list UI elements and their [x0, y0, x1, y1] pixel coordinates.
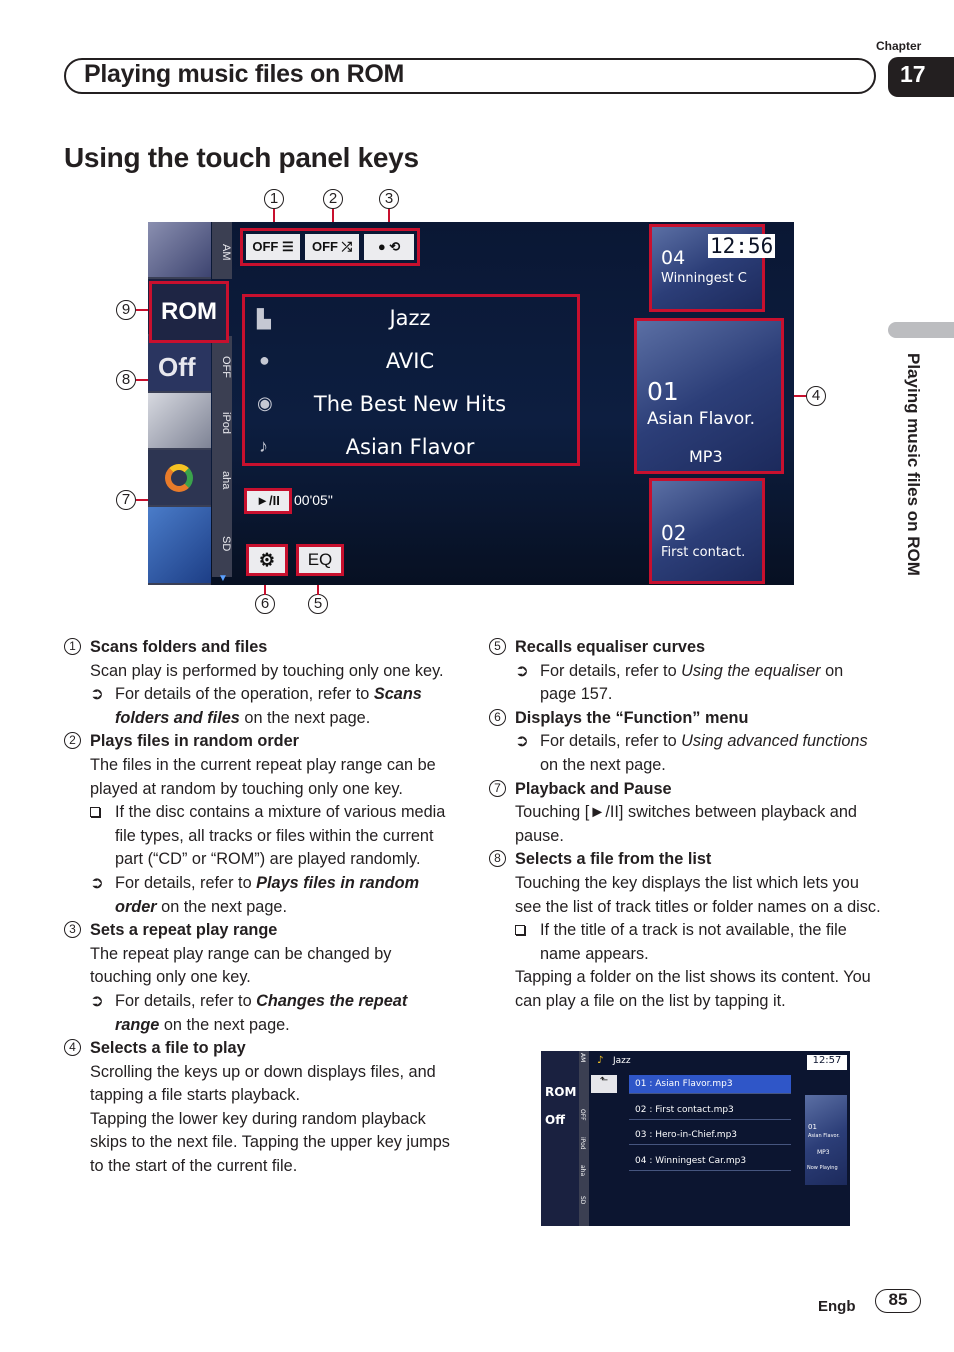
folder-icon: ▙ — [257, 309, 271, 329]
note-text: If the title of a track is not available, the file name appears. — [540, 921, 847, 963]
source-tab-off[interactable]: OFF — [212, 336, 232, 393]
footer-language: Engb — [818, 1298, 856, 1315]
ref-text: For details, refer to — [115, 873, 257, 892]
item-heading: Displays the “Function” menu — [515, 708, 749, 727]
chapter-label: Chapter — [876, 39, 922, 53]
mini-folder-up-icon: ⬑ — [591, 1075, 617, 1093]
item-body: Scan play is performed by touching only one key. — [90, 661, 444, 680]
mini-source-off: OFF — [579, 1109, 586, 1121]
ref-text: For details, refer to — [540, 732, 682, 751]
source-tab-ipod[interactable]: iPod — [212, 393, 232, 450]
am-radio-icon[interactable] — [148, 222, 211, 279]
ref-text: For details of the operation, refer to — [115, 685, 374, 704]
disc-icon: ◉ — [257, 393, 273, 413]
list-item-folder[interactable]: Jazz — [389, 306, 431, 330]
touch-panel-screen — [148, 222, 794, 585]
mini-list-row: 01 : Asian Flavor.mp3 — [629, 1075, 791, 1094]
mini-clock: 12:57 — [807, 1055, 847, 1070]
mini-tile-format: MP3 — [817, 1149, 830, 1156]
item-number: 5 — [489, 638, 506, 655]
item-heading: Scans folders and files — [90, 638, 268, 656]
elapsed-time: 00'05" — [294, 492, 333, 508]
mini-list-row: 02 : First contact.mp3 — [629, 1101, 791, 1120]
item-heading: Selects a file from the list — [515, 850, 712, 869]
note-text: If the disc contains a mixture of various media file types, all tracks or files within the current part (“CD” or “ROM”) are played randomly. — [115, 803, 446, 869]
artist-icon: ● — [259, 350, 270, 370]
item-body: Touching the key displays the list which lets you see the list of track titles or folder names on a disc. — [515, 873, 881, 916]
item-number: 4 — [64, 1039, 81, 1056]
tile-title: Winningest C — [661, 271, 747, 286]
item-number: 6 — [489, 709, 506, 726]
mini-tile-number: 01 — [808, 1123, 817, 1131]
ref-link[interactable]: Scans folders and files — [115, 685, 422, 727]
item-body: Tapping the lower key during random playback skips to the next file. Tapping the upper key jumps to the start of the current file. — [90, 1109, 450, 1176]
item-body: The repeat play range can be changed by touching only one key. — [90, 944, 392, 987]
list-item-album[interactable]: The Best New Hits — [313, 392, 507, 416]
next-file-tile[interactable] — [649, 478, 765, 584]
source-column — [148, 222, 211, 585]
right-column — [489, 636, 881, 1014]
callout-1: 1 — [264, 189, 284, 209]
item-heading: Sets a repeat play range — [90, 921, 278, 940]
random-key[interactable]: OFF ⤮ — [305, 234, 359, 260]
mini-tile-title: Asian Flavor. — [808, 1133, 840, 1139]
left-column — [64, 636, 452, 1179]
callout-7: 7 — [116, 490, 136, 510]
arrow-icon: ➲ — [515, 732, 529, 751]
chapter-number: 17 — [888, 57, 954, 97]
callout-9: 9 — [116, 300, 136, 320]
list-view-screenshot — [541, 1051, 850, 1226]
callout-5: 5 — [308, 594, 328, 614]
ref-link[interactable]: Using the equaliser — [681, 661, 821, 680]
callout-4: 4 — [806, 386, 826, 406]
ref-text: on the next page. — [239, 708, 371, 727]
item-body: The files in the current repeat play range can be played at random by touching only one key. — [90, 755, 436, 798]
ref-text: on the next page. — [540, 755, 666, 774]
sd-card-icon[interactable] — [148, 507, 211, 585]
mini-source-column — [541, 1051, 579, 1226]
side-tab — [888, 322, 954, 338]
mini-tile-status: Now Playing — [807, 1165, 838, 1171]
eq-key[interactable]: EQ — [296, 544, 344, 576]
side-title: Playing music files on ROM — [904, 353, 923, 576]
ref-text: on the next page. — [156, 897, 287, 916]
off-source-label: Off — [158, 352, 196, 382]
mini-now-playing-tile — [805, 1095, 847, 1185]
section-title: Using the touch panel keys — [64, 142, 419, 173]
item-body: Scrolling the keys up or down displays files, and tapping a file starts playback. — [90, 1062, 436, 1105]
aha-source-tile[interactable] — [148, 450, 211, 507]
music-note-icon: ♪ — [259, 436, 268, 456]
source-tab-am[interactable]: AM — [212, 222, 232, 279]
tile-title: Asian Flavor. — [647, 409, 756, 429]
list-item-track[interactable]: Asian Flavor — [345, 435, 475, 459]
note-checkbox-icon — [90, 801, 108, 825]
ref-link[interactable]: Plays files in random order — [115, 873, 420, 916]
arrow-icon: ➲ — [90, 873, 104, 892]
callout-3: 3 — [379, 189, 399, 209]
ref-text: For details, refer to — [115, 991, 257, 1010]
item-heading: Playback and Pause — [515, 779, 672, 798]
tile-format: MP3 — [689, 447, 723, 466]
mini-music-note-icon: ♪ — [597, 1055, 604, 1066]
scan-key[interactable]: OFF ☰ — [246, 234, 300, 260]
arrow-icon: ➲ — [90, 991, 104, 1010]
clock: 12:56 — [710, 234, 774, 258]
item-body: Touching [►/II] switches between playback and pause. — [515, 803, 857, 845]
list-item-artist[interactable]: AVIC — [385, 349, 435, 373]
repeat-key[interactable]: ● ⟲ — [364, 234, 414, 260]
rom-source-key[interactable]: ROM — [149, 281, 229, 343]
callout-8: 8 — [116, 370, 136, 390]
item-heading: Selects a file to play — [90, 1039, 246, 1058]
file-list-panel[interactable] — [242, 294, 580, 466]
ref-link[interactable]: Using advanced functions — [681, 732, 868, 751]
header-title: Playing music files on ROM — [84, 60, 405, 88]
item-body: Tapping a folder on the list shows its content. You can play a file on the list by tapping it. — [515, 968, 871, 1010]
tile-number: 04 — [661, 247, 686, 269]
mini-source-aha: aha — [579, 1165, 586, 1177]
item-number: 8 — [489, 850, 506, 867]
arrow-icon: ➲ — [515, 661, 529, 680]
tile-number: 02 — [661, 521, 687, 545]
note-checkbox-icon — [515, 919, 533, 943]
source-tab-sd[interactable]: SD — [212, 507, 232, 577]
ref-text: on page 157. — [540, 661, 844, 704]
mini-source-am: AM — [579, 1053, 586, 1063]
ref-text: For details, refer to — [540, 661, 682, 680]
play-pause-key[interactable]: ►/II — [244, 488, 292, 514]
mini-source-ipod: iPod — [579, 1137, 586, 1150]
mini-off-label: Off — [545, 1113, 565, 1127]
ipod-adapter-icon[interactable] — [148, 393, 211, 450]
leader-line — [794, 395, 806, 397]
item-number: 3 — [64, 921, 81, 938]
ref-text: on the next page. — [159, 1015, 290, 1034]
mini-rom-key: ROM — [545, 1085, 577, 1099]
mini-list-row: 04 : Winningest Car.mp3 — [629, 1152, 791, 1171]
tile-title: First contact. — [661, 545, 746, 560]
tile-number: 01 — [647, 377, 679, 406]
arrow-icon: ➲ — [90, 685, 104, 704]
item-number: 2 — [64, 732, 81, 749]
page-number: 85 — [875, 1289, 921, 1313]
callout-6: 6 — [255, 594, 275, 614]
scroll-down-icon[interactable]: ▼ — [218, 573, 228, 584]
source-tab-aha[interactable]: aha — [212, 450, 232, 507]
mini-list-row: 03 : Hero-in-Chief.mp3 — [629, 1126, 791, 1145]
mini-folder-name: Jazz — [613, 1056, 631, 1066]
item-heading: Recalls equaliser curves — [515, 638, 706, 656]
callout-2: 2 — [323, 189, 343, 209]
item-number: 7 — [489, 780, 506, 797]
ref-link[interactable]: Changes the repeat range — [115, 991, 408, 1034]
aha-icon — [165, 464, 193, 492]
mini-source-sd: SD — [579, 1196, 586, 1205]
item-number: 1 — [64, 638, 81, 655]
item-heading: Plays files in random order — [90, 732, 300, 751]
function-menu-key[interactable]: ⚙ — [246, 544, 288, 576]
current-file-tile[interactable] — [634, 318, 784, 474]
